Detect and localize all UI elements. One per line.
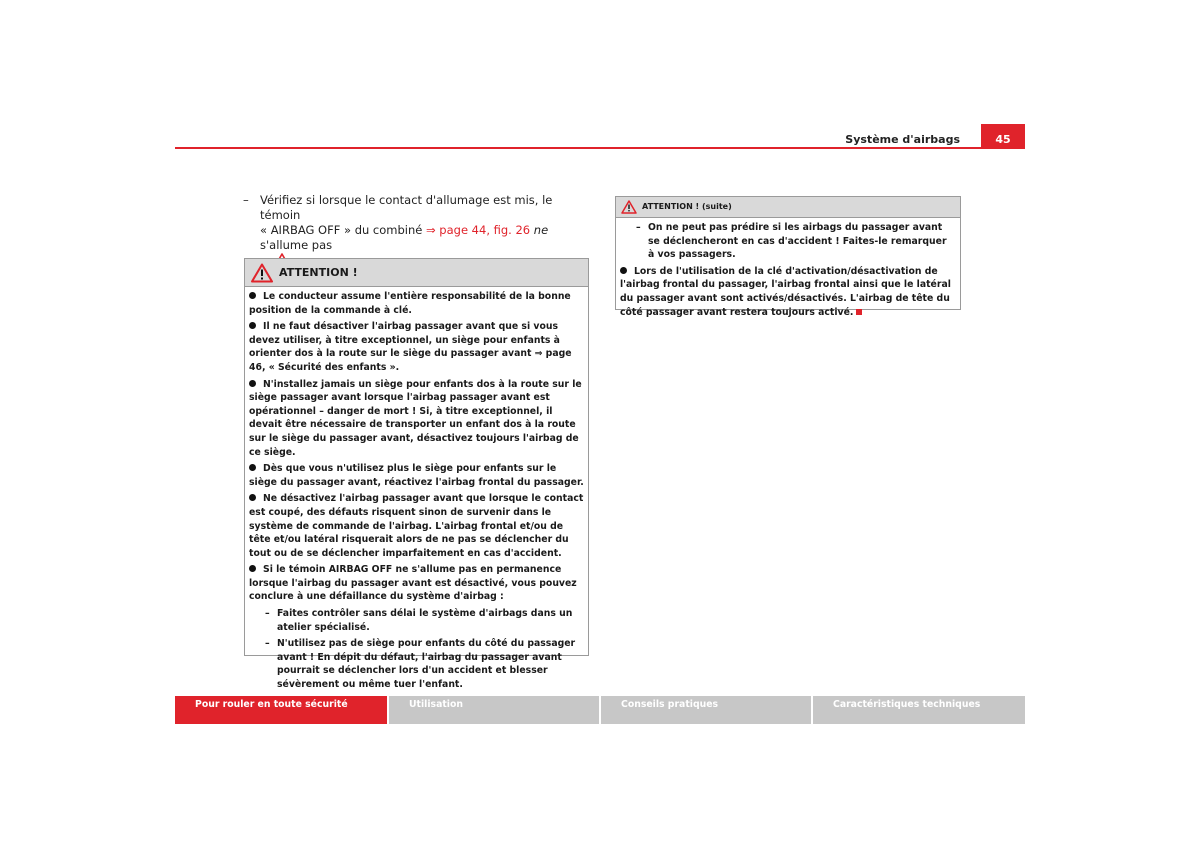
- header-rule: [175, 147, 1025, 149]
- attention-item: Ne désactivez l'airbag passager avant que lorsque le contact est coupé, des défauts risquent sinon de survenir dans le système de commande de l'airbag. L'airbag frontal et/ou de tête et/ou latéral risquerait alors de ne pas se déclencher du tout ou de se déclencher imparfaitement en cas d'accident.: [249, 493, 584, 559]
- bullet-icon: [249, 322, 256, 329]
- bullet-icon: [249, 380, 256, 387]
- section-title: Système d'airbags: [845, 133, 960, 146]
- attention-item: Dès que vous n'utilisez plus le siège pour enfants sur le siège du passager avant, réactivez l'airbag frontal du passager.: [249, 463, 584, 488]
- attention-item: N'installez jamais un siège pour enfants dos à la route sur le siège passager avant lorsque l'airbag passager avant est opérationnel – danger de mort ! Si, à titre exceptionnel, il devait être nécessaire de transporter un enfant dos à la route sur le siège du passager avant, désactivez toujours l'airbag de ce siège.: [249, 378, 582, 458]
- attention-box: [244, 258, 589, 691]
- end-marker-icon: [856, 309, 862, 315]
- bullet-icon: [249, 464, 256, 471]
- footer-tab-securite[interactable]: Pour rouler en toute sécurité: [175, 696, 387, 724]
- intro-line-2c: s'allume pas: [260, 238, 333, 252]
- attention-title: ATTENTION !: [279, 265, 358, 279]
- bullet-icon: [620, 267, 627, 274]
- intro-line-1: Vérifiez si lorsque le contact d'allumage est mis, le témoin: [260, 193, 553, 222]
- attention-continued-title: ATTENTION ! (suite): [642, 202, 732, 212]
- intro-ne: ne: [533, 223, 549, 237]
- intro-dash: –: [243, 193, 249, 207]
- bullet-icon: [249, 292, 256, 299]
- attention-item: Il ne faut désactiver l'airbag passager avant que si vous devez utiliser, à titre exceptionnel, un siège pour enfants à orienter dos à la route sur le siège du passager avant ⇒ page 46, « Sécurité des enfants ».: [249, 321, 572, 373]
- bullet-icon: [249, 494, 256, 501]
- warning-triangle-icon: [251, 263, 273, 283]
- attention-subitem: – Faites contrôler sans délai le système d'airbags dans un atelier spécialisé.: [265, 608, 573, 633]
- page-number: 45: [981, 124, 1025, 148]
- bullet-icon: [249, 565, 256, 572]
- footer-tab-caracteristiques[interactable]: Caractéristiques techniques: [813, 696, 1025, 724]
- warning-triangle-icon: [621, 200, 637, 214]
- footer-tab-utilisation[interactable]: Utilisation: [389, 696, 599, 724]
- intro-line-2a: « AIRBAG OFF » du combiné: [260, 223, 427, 237]
- attention-continued-box: [615, 196, 961, 318]
- attention-subitem: – On ne peut pas prédire si les airbags du passager avant se déclencheront en cas d'accident ! Faites-le remarquer à vos passagers.: [636, 222, 947, 261]
- attention-subitem: – N'utilisez pas de siège pour enfants du côté du passager avant ! En dépit du défaut, l'airbag du passager avant pourrait se déclencher lors d'un accident et blesser sévèrement ou même tuer l'enfant.: [265, 638, 576, 691]
- page-reference-link[interactable]: ⇒ page 44, fig. 26: [426, 223, 531, 237]
- attention-item: Le conducteur assume l'entière responsabilité de la bonne position de la commande à clé.: [249, 291, 571, 316]
- attention-continued-header: [616, 197, 960, 218]
- attention-header: [245, 259, 588, 287]
- attention-item: Si le témoin AIRBAG OFF ne s'allume pas en permanence lorsque l'airbag du passager avant est désactivé, vous pouvez conclure à une défaillance du système d'airbag :: [249, 564, 577, 603]
- attention-item: Lors de l'utilisation de la clé d'activation/désactivation de l'airbag frontal du passager, l'airbag frontal ainsi que le latéral du passager avant sont activés/désactivés. L'airbag de tête du côté passager avant restera toujours activé.: [620, 265, 951, 318]
- footer-tab-conseils[interactable]: Conseils pratiques: [601, 696, 811, 724]
